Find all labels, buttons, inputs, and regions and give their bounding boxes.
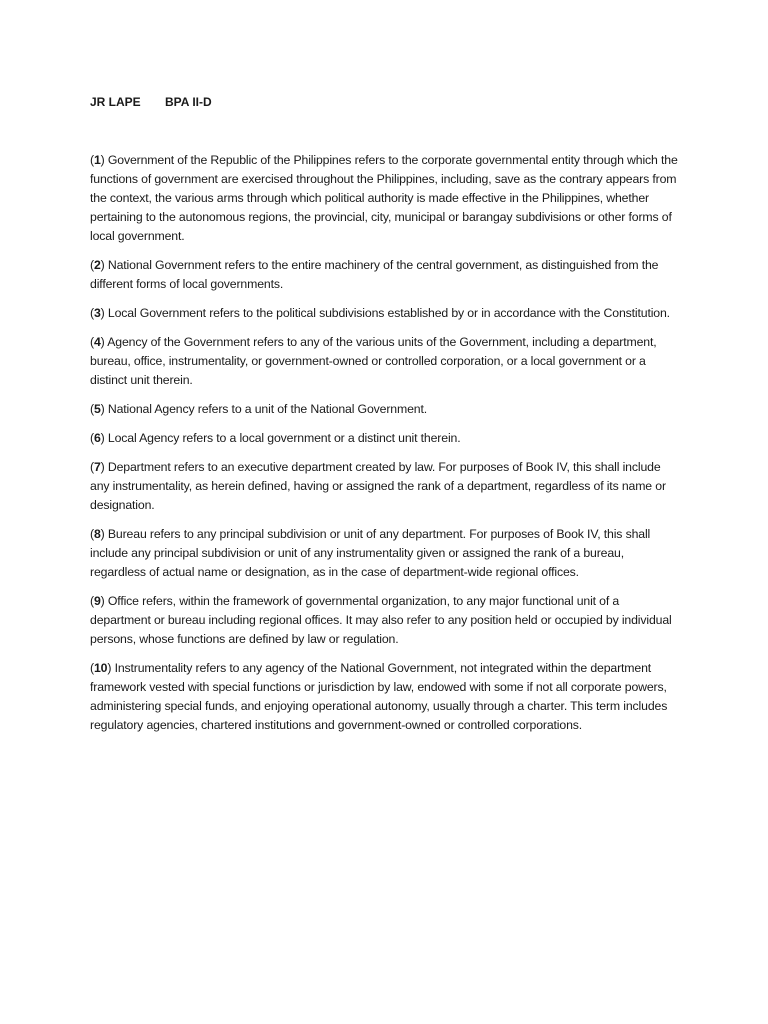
definition-number: 8 — [93, 527, 101, 541]
definition-number: 10 — [93, 661, 108, 675]
definitions-list — [90, 151, 682, 745]
definition-text: Instrumentality refers to any agency of the National Government, not integrated within the department framework vested with special functions or jurisdiction by law, endowed with some if not all corporate powers, administering special funds, and enjoying operational autonomy, usually through a charter. This term includes regulatory agencies, chartered institutions and government-owned or controlled corporations. — [90, 661, 668, 732]
document-header — [90, 94, 212, 110]
definition-text: Bureau refers to any principal subdivision or unit of any department. For purposes of Book IV, this shall include any principal subdivision or unit of any instrumentality given or assigned the rank of a bureau, regardless of actual name or designation, as in the case of department-wide regional offices. — [90, 527, 651, 579]
definition-text: Office refers, within the framework of governmental organization, to any major functional unit of a department or bureau including regional offices. It may also refer to any position held or occupied by individual persons, whose functions are defined by law or regulation. — [90, 594, 672, 646]
definition-paragraph: (1) Government of the Republic of the Philippines refers to the corporate governmental entity through which the functions of government are exercised throughout the Philippines, including, save as the contrary appears from the context, the various arms through which political authority is made effective in the Philippines, whether pertaining to the autonomous regions, the provincial, city, municipal or barangay subdivisions or other forms of local government. — [90, 153, 678, 243]
definition-text: Local Agency refers to a local government or a distinct unit therein. — [107, 431, 461, 445]
definition-paragraph: (4) Agency of the Government refers to any of the various units of the Government, including a department, bureau, office, instrumentality, or government-owned or controlled corporation, or a local government or a distinct unit therein. — [90, 335, 657, 387]
definition-number: 5 — [93, 402, 101, 416]
definition-paragraph: (8) Bureau refers to any principal subdivision or unit of any department. For purposes of Book IV, this shall include any principal subdivision or unit of any instrumentality given or assigned the rank of a bureau, regardless of actual name or designation, as in the case of department-wide regional offices. — [90, 527, 651, 579]
definition-text: Local Government refers to the political subdivisions established by or in accordance with the Constitution. — [107, 306, 670, 320]
definition-paragraph: (6) Local Agency refers to a local government or a distinct unit therein. — [90, 431, 461, 445]
definition-paragraph: (5) National Agency refers to a unit of the National Government. — [90, 402, 427, 416]
definition-number: 9 — [93, 594, 101, 608]
definition-paragraph: (7) Department refers to an executive department created by law. For purposes of Book IV, this shall include any instrumentality, as herein defined, having or assigned the rank of a department, regardless of its name or designation. — [90, 460, 666, 512]
definition-text: National Government refers to the entire machinery of the central government, as distinguished from the different forms of local governments. — [90, 258, 659, 291]
definition-number: 2 — [93, 258, 101, 272]
definition-paragraph: (3) Local Government refers to the political subdivisions established by or in accordance with the Constitution. — [90, 306, 670, 320]
definition-paragraph: (9) Office refers, within the framework of governmental organization, to any major functional unit of a department or bureau including regional offices. It may also refer to any position held or occupied by individual persons, whose functions are defined by law or regulation. — [90, 594, 672, 646]
definition-number: 3 — [93, 306, 101, 320]
definition-paragraph: (10) Instrumentality refers to any agency of the National Government, not integrated within the department framework vested with special functions or jurisdiction by law, endowed with some if not all corporate powers, administering special funds, and enjoying operational autonomy, usually through a charter. This term includes regulatory agencies, chartered institutions and government-owned or controlled corporations. — [90, 661, 668, 732]
definition-number: 1 — [93, 153, 101, 167]
definition-text: National Agency refers to a unit of the National Government. — [107, 402, 427, 416]
definition-number: 4 — [93, 335, 101, 349]
definition-paragraph: (2) National Government refers to the entire machinery of the central government, as distinguished from the different forms of local governments. — [90, 258, 659, 291]
class-section: BPA II-D — [165, 95, 212, 109]
definition-number: 6 — [93, 431, 101, 445]
definition-number: 7 — [93, 460, 101, 474]
definition-text: Department refers to an executive department created by law. For purposes of Book IV, this shall include any instrumentality, as herein defined, having or assigned the rank of a department, regardless of its name or designation. — [90, 460, 666, 512]
definition-text: Government of the Republic of the Philippines refers to the corporate governmental entity through which the functions of government are exercised throughout the Philippines, including, save as the contrary appears from the context, the various arms through which political authority is made effective in the Philippines, whether pertaining to the autonomous regions, the provincial, city, municipal or barangay subdivisions or other forms of local government. — [90, 153, 678, 243]
author-name: JR LAPE — [90, 95, 141, 109]
definition-text: Agency of the Government refers to any of the various units of the Government, including a department, bureau, office, instrumentality, or government-owned or controlled corporation, or a local government or a distinct unit therein. — [90, 335, 657, 387]
